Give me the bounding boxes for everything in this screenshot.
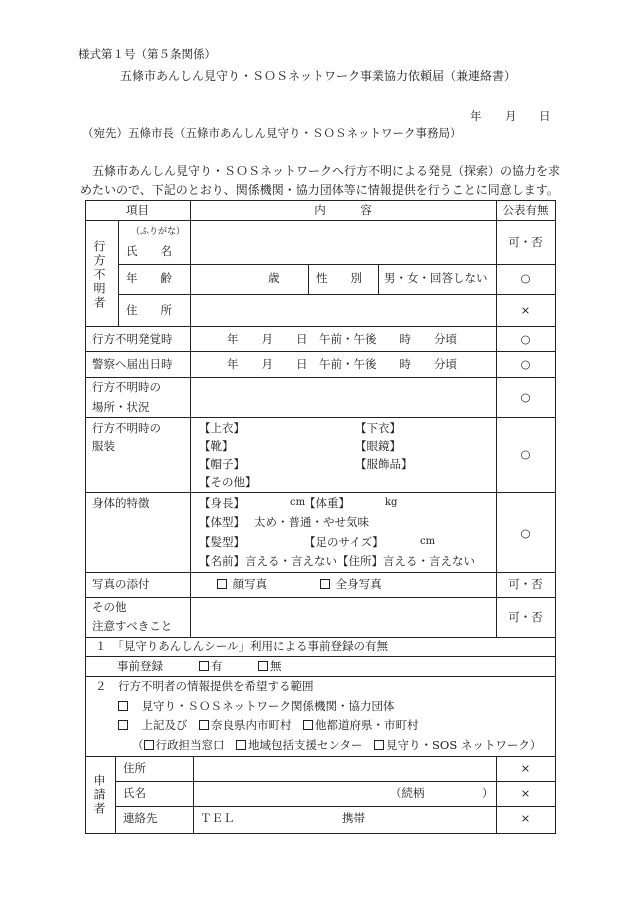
- applicant-label: 申請者: [92, 774, 106, 816]
- section1-no-option[interactable]: [258, 661, 282, 673]
- applicant-address-label: 住所: [123, 761, 146, 775]
- checkbox-no[interactable]: [258, 661, 268, 671]
- clothes-label-2: 服装: [92, 439, 115, 453]
- photo-face-option[interactable]: [217, 579, 267, 591]
- discovered-label: 行方不明発覚時: [92, 332, 173, 346]
- form-number: 様式第１号（第５条関係）: [78, 47, 216, 61]
- section1-title: １ 「見守りあんしんシール」利用による事前登録の有無: [95, 639, 389, 653]
- other-label-2: 注意すべきこと: [92, 619, 173, 633]
- checkbox-above[interactable]: [118, 720, 128, 730]
- place-label-1: 行方不明時の: [92, 380, 161, 394]
- section1-yes-text: 有: [211, 659, 223, 673]
- place-label-2: 場所・状況: [92, 400, 150, 414]
- section2-option-2[interactable]: [118, 720, 419, 732]
- section2-option-3-text-d: 見守り・SOS ネットワーク）: [386, 738, 542, 752]
- body-height[interactable]: 【身長】: [199, 496, 245, 510]
- clothes-public: ○: [520, 447, 531, 461]
- form-title: 五條市あんしん見守り・ＳＯＳネットワーク事業協力依頼届（兼連絡書）: [120, 69, 517, 83]
- date-month: 月: [505, 109, 517, 123]
- section1-yes-option[interactable]: [199, 661, 223, 673]
- clothes-other[interactable]: 【その他】: [199, 475, 257, 489]
- applicant-address-public: ×: [520, 761, 531, 775]
- header-content: 内 容: [314, 203, 372, 217]
- addressee: （宛先）五條市長（五條市あんしん見守り・ＳＯＳネットワーク事務局）: [82, 126, 462, 140]
- clothes-bottom[interactable]: 【下衣】: [355, 421, 401, 435]
- other-public: 可・否: [508, 610, 543, 624]
- clothes-accessory[interactable]: 【服飾品】: [355, 457, 413, 471]
- body-foot[interactable]: 【足のサイズ】: [304, 535, 384, 549]
- section2-option-1-text: 見守り・ＳＯＳネットワーク関係機関・協力団体: [141, 699, 395, 713]
- photo-full-text: 全身写真: [335, 577, 382, 591]
- section2-option-2-text-b: 奈良県内市町村: [211, 718, 292, 732]
- section2-option-2-text-c: 他都道府県・市町村: [315, 718, 419, 732]
- date-year: 年: [470, 109, 482, 123]
- age-unit: 歳: [268, 271, 280, 285]
- police-label: 警察へ届出日時: [92, 357, 173, 371]
- place-public: ○: [520, 390, 531, 404]
- sex-options[interactable]: 男・女・回答しない: [384, 271, 488, 285]
- checkbox-center[interactable]: [236, 740, 246, 750]
- header-public: 公表有無: [502, 203, 549, 217]
- body-name-address[interactable]: 【名前】言える・言えない【住所】言える・言えない: [199, 554, 475, 568]
- body-cm-2: cm: [420, 536, 436, 547]
- applicant-name-label: 氏名: [123, 786, 146, 800]
- photo-full-option[interactable]: [320, 579, 382, 591]
- applicant-contact-label: 連絡先: [123, 811, 158, 825]
- date-day: 日: [539, 109, 551, 123]
- applicant-address-field[interactable]: [195, 758, 494, 779]
- checkbox-yes[interactable]: [199, 661, 209, 671]
- other-field[interactable]: [192, 599, 494, 635]
- clothes-shoes[interactable]: 【靴】: [199, 439, 234, 453]
- applicant-name-field[interactable]: [195, 783, 385, 804]
- checkbox-network[interactable]: [118, 701, 128, 711]
- applicant-relation[interactable]: （続柄 ）: [390, 786, 494, 800]
- other-label-1: その他: [92, 600, 127, 614]
- address-field[interactable]: [192, 296, 494, 324]
- age-label: 年 齢: [126, 271, 172, 285]
- checkbox-face[interactable]: [217, 579, 227, 589]
- clothes-hat[interactable]: 【帽子】: [199, 457, 245, 471]
- age-public: ○: [520, 271, 531, 285]
- intro-line-2: めたいので、下記のとおり、関係機関・協力団体等に情報提供を行うことに同意します。: [80, 183, 559, 197]
- applicant-contact-public: ×: [520, 811, 531, 825]
- police-public: ○: [520, 357, 531, 371]
- section2-option-3[interactable]: [132, 740, 541, 752]
- body-type-options[interactable]: 太め・普通・やせ気味: [254, 515, 369, 529]
- photo-label: 写真の添付: [92, 577, 150, 591]
- applicant-name-public: ×: [520, 786, 531, 800]
- section2-option-1[interactable]: [118, 701, 395, 713]
- body-public: ○: [520, 526, 531, 540]
- checkbox-sos[interactable]: [374, 740, 384, 750]
- checkbox-full[interactable]: [320, 579, 330, 589]
- body-hair[interactable]: 【髪型】: [199, 535, 245, 549]
- missing-person-label: 行方不明者: [92, 240, 106, 310]
- section1-registration: 事前登録: [117, 659, 163, 673]
- sex-label: 性 別: [316, 271, 362, 285]
- photo-public: 可・否: [508, 577, 543, 591]
- body-label: 身体的特徴: [92, 496, 150, 510]
- address-label: 住 所: [126, 303, 172, 317]
- name-field[interactable]: [192, 223, 494, 262]
- name-label: 氏 名: [126, 244, 172, 258]
- section2-option-3-text-a: （: [132, 738, 144, 752]
- section1-no-text: 無: [270, 659, 282, 673]
- discovered-value[interactable]: 年 月 日 午前・午後 時 分頃: [227, 332, 457, 346]
- clothes-top[interactable]: 【上衣】: [199, 421, 245, 435]
- photo-face-text: 顔写真: [232, 577, 268, 591]
- section2-option-3-text-c: 地域包括支援センター: [248, 738, 363, 752]
- section2-title: ２ 行方不明者の情報提供を希望する範囲: [95, 679, 314, 693]
- applicant-mobile[interactable]: 携帯: [342, 811, 365, 825]
- body-kg: kg: [385, 497, 398, 508]
- name-public: 可・否: [508, 235, 543, 249]
- section2-option-2-text-a: 上記及び: [141, 718, 188, 732]
- intro-line-1: 五條市あんしん見守り・ＳＯＳネットワークへ行方不明による発見（探索）の協力を求: [92, 164, 561, 178]
- body-weight[interactable]: 【体重】: [304, 496, 350, 510]
- body-cm: cm: [290, 497, 306, 508]
- clothes-label-1: 行方不明時の: [92, 421, 161, 435]
- checkbox-admin[interactable]: [144, 740, 154, 750]
- checkbox-nara[interactable]: [199, 720, 209, 730]
- clothes-glasses[interactable]: 【眼鏡】: [355, 439, 401, 453]
- body-type: 【体型】: [199, 515, 245, 529]
- applicant-tel[interactable]: ＴＥＬ: [200, 811, 235, 825]
- place-field[interactable]: [192, 379, 494, 415]
- section2-option-3-text-b: 行政担当窓口: [155, 738, 225, 752]
- discovered-public: ○: [520, 332, 531, 346]
- checkbox-other-pref[interactable]: [303, 720, 313, 730]
- age-field[interactable]: [192, 266, 266, 292]
- police-value[interactable]: 年 月 日 午前・午後 時 分頃: [227, 357, 457, 371]
- address-public: ×: [520, 303, 531, 317]
- furigana-label: （ふりがな）: [131, 227, 186, 237]
- header-item: 項目: [126, 203, 149, 217]
